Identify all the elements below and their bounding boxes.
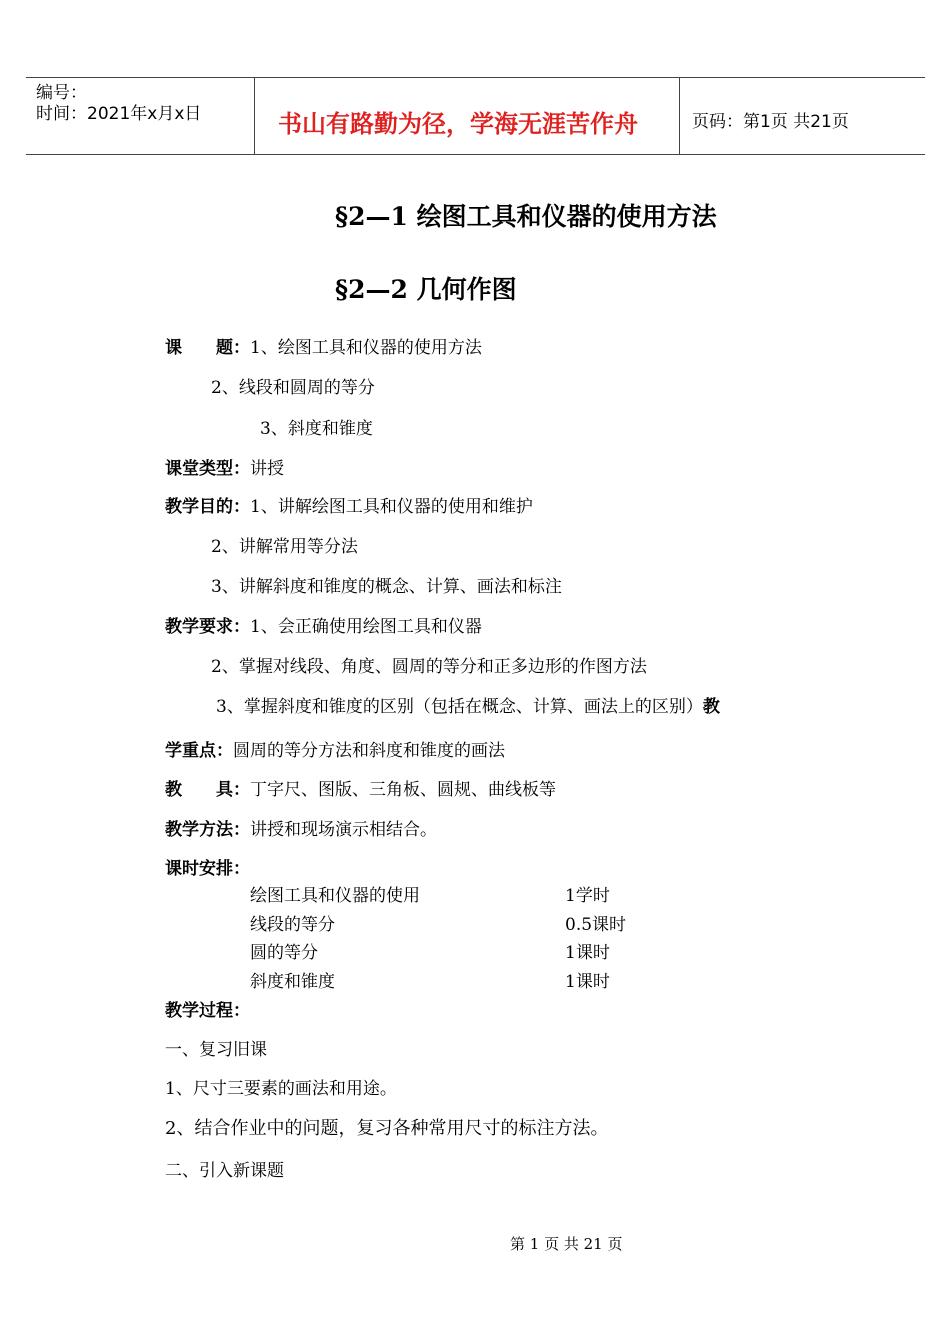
intro-heading: 二、引入新课题	[165, 1161, 284, 1181]
goal-item-1: 1、讲解绘图工具和仪器的使用和维护	[250, 497, 533, 517]
goal-item-2: 2、讲解常用等分法	[211, 537, 358, 557]
class-type-label: 课堂类型：	[165, 459, 250, 479]
method-row	[165, 815, 437, 840]
topic-item-1: 1、绘图工具和仪器的使用方法	[250, 338, 482, 358]
header-motto: 书山有路勤为径，学海无涯苦作舟	[278, 109, 638, 138]
class-type-value: 讲授	[250, 459, 284, 479]
goal-row	[165, 492, 533, 517]
key-point-label-start: 教	[702, 697, 720, 717]
schedule-item: 圆的等分	[250, 943, 318, 963]
tools-label: 教 具：	[165, 780, 250, 800]
schedule-item: 绘图工具和仪器的使用	[250, 886, 420, 906]
requirement-row	[165, 612, 482, 637]
key-point-value: 圆周的等分方法和斜度和锥度的画法	[233, 741, 505, 761]
schedule-hours: 1课时	[565, 972, 610, 992]
review-heading: 一、复习旧课	[165, 1040, 267, 1060]
key-point-label-end: 学重点：	[165, 741, 233, 761]
method-label: 教学方法：	[165, 820, 250, 840]
review-item-2: 2、结合作业中的问题，复习各种常用尺寸的标注方法。	[165, 1118, 609, 1139]
review-item-1: 1、尺寸三要素的画法和用途。	[165, 1079, 397, 1099]
topic-row	[165, 333, 482, 358]
header-divider-right	[679, 78, 680, 155]
section-title-1: §2—1 绘图工具和仪器的使用方法	[335, 202, 717, 231]
requirement-item-2: 2、掌握对线段、角度、圆周的等分和正多边形的作图方法	[211, 657, 647, 677]
requirement-item-1: 1、会正确使用绘图工具和仪器	[250, 617, 482, 637]
topic-item-3: 3、斜度和锥度	[260, 419, 373, 439]
section-title-2: §2—2 几何作图	[335, 275, 517, 304]
goal-item-3: 3、讲解斜度和锥度的概念、计算、画法和标注	[211, 577, 562, 597]
page-footer: 第 1 页 共 21 页	[510, 1235, 623, 1253]
tools-row	[165, 775, 556, 800]
method-value: 讲授和现场演示相结合。	[250, 820, 437, 840]
class-type-row	[165, 454, 284, 479]
topic-item-2: 2、线段和圆周的等分	[211, 378, 375, 398]
header-divider-left	[254, 78, 255, 155]
goal-label: 教学目的：	[165, 497, 250, 517]
schedule-label: 课时安排：	[165, 859, 250, 879]
requirement-label: 教学要求：	[165, 617, 250, 637]
topic-label: 课 题：	[165, 338, 250, 358]
header-top-border	[26, 77, 925, 78]
doc-time-label: 时间：2021年x月x日	[36, 104, 202, 124]
header-bottom-border	[26, 154, 925, 155]
schedule-item: 斜度和锥度	[250, 972, 335, 992]
header-page-info: 页码：第1页 共21页	[692, 112, 849, 132]
tools-value: 丁字尺、图版、三角板、圆规、曲线板等	[250, 780, 556, 800]
schedule-hours: 1课时	[565, 943, 610, 963]
requirement-item-3: 3、掌握斜度和锥度的区别（包括在概念、计算、画法上的区别）	[216, 697, 703, 717]
schedule-item: 线段的等分	[250, 915, 335, 935]
doc-number-label: 编号：	[36, 83, 87, 103]
process-label: 教学过程：	[165, 1001, 250, 1021]
schedule-hours: 1学时	[565, 886, 610, 906]
key-point-row	[165, 736, 505, 761]
schedule-hours: 0.5课时	[565, 915, 627, 935]
requirement-row-3	[216, 692, 720, 717]
